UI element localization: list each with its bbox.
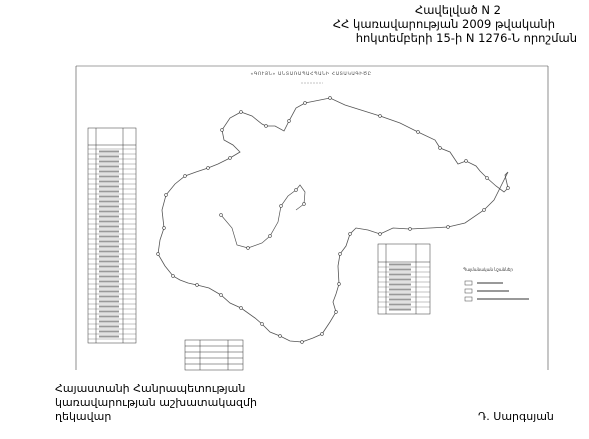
legend-title: Պայմանական նշաններ bbox=[463, 267, 513, 272]
signatory-title-line-3: ղեկավար bbox=[55, 410, 112, 423]
signatory-title-line-1: Հայաստանի Հանրապետության bbox=[55, 382, 246, 395]
signatory-name: Դ. Սարգսյան bbox=[478, 410, 554, 423]
forest-boundary bbox=[158, 98, 508, 342]
boundary-vertices bbox=[157, 97, 510, 344]
decision-reference-line-1: ՀՀ կառավարության 2009 թվականի bbox=[332, 17, 555, 31]
legend-swatch-forest bbox=[465, 281, 472, 285]
forest-inner-edge bbox=[221, 185, 305, 248]
annex-number: Հավելված N 2 bbox=[414, 3, 501, 17]
legend-swatch-vertex bbox=[465, 297, 472, 301]
legend-swatch-boundary bbox=[465, 289, 472, 293]
map-title: «ԳՈՒՅՆ» ԱՆՏԱՌԱՊԱՀՊԱՆԻ ՀԱՏԱԿԱԳԻԾԸ bbox=[250, 72, 372, 77]
signatory-title-line-2: կառավարության աշխատակազմի bbox=[55, 396, 257, 409]
sheet-frame bbox=[76, 66, 548, 370]
map-legend bbox=[463, 267, 529, 301]
decision-reference-line-2: հոկտեմբերի 15-ի N 1276-Ն որոշման bbox=[355, 31, 577, 45]
stamp-block bbox=[185, 340, 243, 370]
